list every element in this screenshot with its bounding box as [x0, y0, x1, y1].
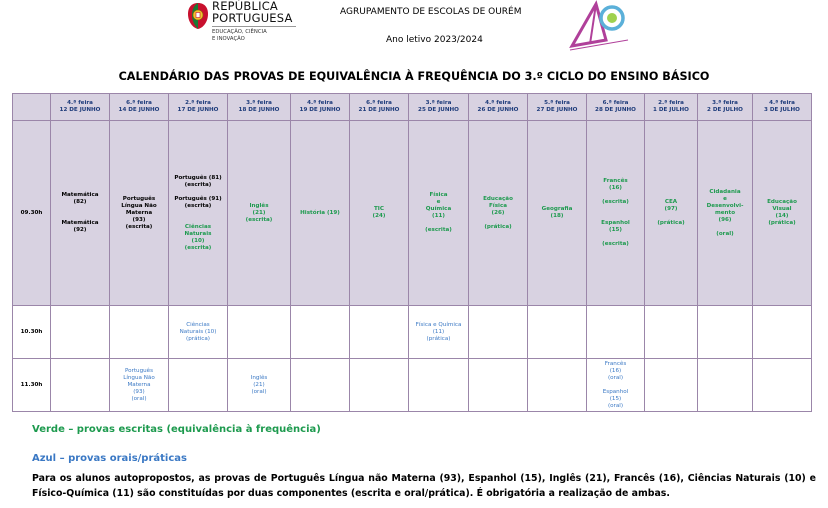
- page-title: CALENDÁRIO DAS PROVAS DE EQUIVALÊNCIA À FREQUÊNCIA DO 3.º CICLO DO ENSINO BÁSICO: [118, 70, 710, 83]
- time-cell: 11.30h: [13, 359, 51, 412]
- day-header: 4.ª feira 26 DE JUNHO: [469, 94, 528, 121]
- republica-emblem-icon: [186, 1, 210, 31]
- empty-cell: [51, 306, 110, 359]
- empty-cell: [528, 306, 587, 359]
- exam-cell: Português Língua Não Materna (93) (escrita): [110, 121, 169, 306]
- day-header: 6.ª feira 28 DE JUNHO: [587, 94, 645, 121]
- empty-cell: [753, 306, 812, 359]
- exam-cell: Inglês (21) (escrita): [228, 121, 291, 306]
- republica-portuguesa-logo: [186, 0, 296, 50]
- exam-cell: Física e Química (11) (escrita): [409, 121, 469, 306]
- school-year: Ano letivo 2023/2024: [386, 35, 483, 45]
- exam-cell: Geografia (18): [528, 121, 587, 306]
- exam-cell: Educação Visual (14) (prática): [753, 121, 812, 306]
- logo-divider: [212, 26, 296, 27]
- day-header: 4.ª feira 3 DE JULHO: [753, 94, 812, 121]
- empty-cell: [291, 306, 350, 359]
- empty-cell: [645, 359, 698, 412]
- day-header: 4.ª feira 12 DE JUNHO: [51, 94, 110, 121]
- exam-cell: Inglês (21) (oral): [228, 359, 291, 412]
- exam-cell: Francês (16) (escrita) Espanhol (15) (escrita): [587, 121, 645, 306]
- empty-cell: [753, 359, 812, 412]
- table-row: [13, 359, 812, 412]
- self-candidates-note: Para os alunos autopropostos, as provas de Português Língua não Materna (93), Espanhol (15), Inglês (21), Francês (16), Ciências Naturais (10) e Físico-Química (11) são constituídas por duas componentes (escrita e oral/prática). É obrigatória a realização de ambas.: [32, 473, 816, 499]
- day-header: 2.ª feira 1 DE JULHO: [645, 94, 698, 121]
- day-header: 6.ª feira 14 DE JUNHO: [110, 94, 169, 121]
- corner-cell: [13, 94, 51, 121]
- day-header: 3.ª feira 2 DE JULHO: [698, 94, 753, 121]
- empty-cell: [645, 306, 698, 359]
- exam-cell: TIC (24): [350, 121, 409, 306]
- time-cell: 10.30h: [13, 306, 51, 359]
- exam-cell: Cidadania e Desenvolvi- mento (96) (oral): [698, 121, 753, 306]
- day-header: 6.ª feira 21 DE JUNHO: [350, 94, 409, 121]
- school-name: AGRUPAMENTO DE ESCOLAS DE OURÉM: [340, 7, 522, 17]
- empty-cell: [469, 306, 528, 359]
- empty-cell: [409, 359, 469, 412]
- exam-calendar-table: [12, 93, 812, 412]
- table-header-row: [13, 94, 812, 121]
- table-row: [13, 306, 812, 359]
- exam-cell: Português Língua Não Materna (93) (oral): [110, 359, 169, 412]
- empty-cell: [469, 359, 528, 412]
- empty-cell: [350, 306, 409, 359]
- empty-cell: [51, 359, 110, 412]
- empty-cell: [698, 306, 753, 359]
- table-row: [13, 121, 812, 306]
- exam-cell: Matemática (82) Matemática (92): [51, 121, 110, 306]
- exam-cell: Ciências Naturais (10) (prática): [169, 306, 228, 359]
- exam-cell: Francês (16) (oral) Espanhol (15) (oral): [587, 359, 645, 412]
- exam-cell: Português (81) (escrita) Português (91) (escrita) Ciências Naturais (10) (escrita): [169, 121, 228, 306]
- empty-cell: [698, 359, 753, 412]
- day-header: 5.ª feira 27 DE JUNHO: [528, 94, 587, 121]
- day-header: 4.ª feira 19 DE JUNHO: [291, 94, 350, 121]
- republica-name: REPÚBLICA PORTUGUESA: [212, 0, 293, 25]
- agrupamento-logo-icon: [566, 0, 632, 54]
- time-cell: 09.30h: [13, 121, 51, 306]
- day-header: 3.ª feira 18 DE JUNHO: [228, 94, 291, 121]
- exam-cell: História (19): [291, 121, 350, 306]
- empty-cell: [291, 359, 350, 412]
- exam-cell: CEA (97) (prática): [645, 121, 698, 306]
- day-header: 2.ª feira 17 DE JUNHO: [169, 94, 228, 121]
- empty-cell: [110, 306, 169, 359]
- empty-cell: [350, 359, 409, 412]
- exam-cell: Educação Física (26) (prática): [469, 121, 528, 306]
- empty-cell: [587, 306, 645, 359]
- ministry-name: EDUCAÇÃO, CIÊNCIA E INOVAÇÃO: [212, 29, 267, 42]
- legend-oral-practical-exams: Azul – provas orais/práticas: [32, 453, 187, 464]
- empty-cell: [169, 359, 228, 412]
- empty-cell: [228, 306, 291, 359]
- day-header: 3.ª feira 25 DE JUNHO: [409, 94, 469, 121]
- legend-written-exams: Verde – provas escritas (equivalência à frequência): [32, 424, 321, 435]
- exam-cell: Física e Química (11) (prática): [409, 306, 469, 359]
- empty-cell: [528, 359, 587, 412]
